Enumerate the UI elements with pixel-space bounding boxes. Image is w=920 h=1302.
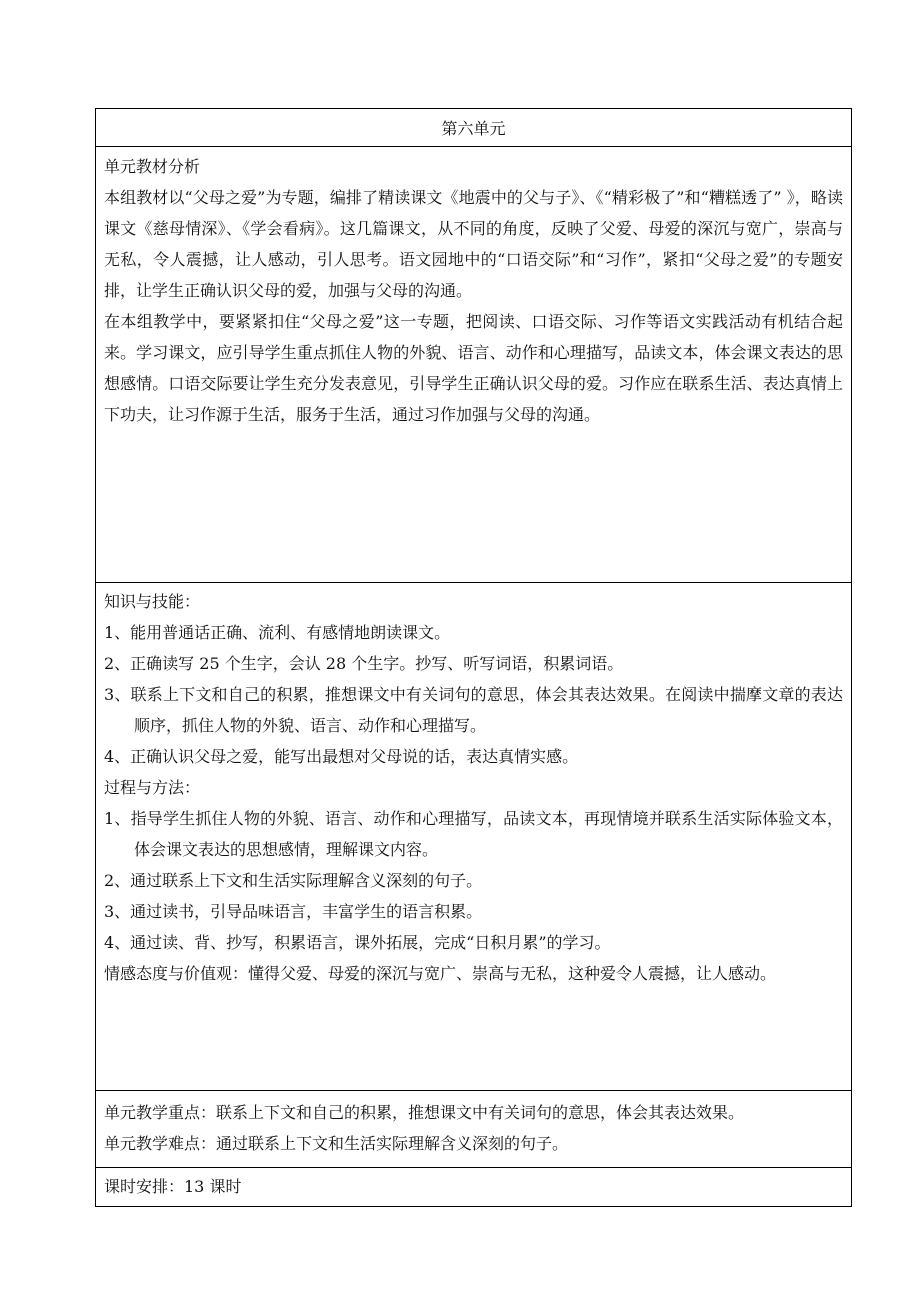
analysis-heading: 单元教材分析 <box>104 157 201 176</box>
knowledge-item-3: 3、联系上下文和自己的积累，推想课文中有关词句的意思，体会其表达效果。在阅读中揣摩文章的表达顺序，抓住人物的外貌、语言、动作和心理描写。 <box>104 685 843 735</box>
knowledge-item-2: 2、正确读写 25 个生字，会认 28 个生字。抄写、听写词语，积累词语。 <box>104 654 624 673</box>
schedule-cell <box>96 1167 851 1206</box>
analysis-cell <box>96 146 851 582</box>
analysis-paragraph-1: 本组教材以“父母之爱”为专题，编排了精读课文《地震中的父与子》、《“精彩极了”和“糟糕透了” 》，略读课文《慈母情深》、《学会看病》。这几篇课文，从不同的角度，反映了父爱、母爱的深沉与宽广，崇高与无私，令人震撼，让人感动，引人思考。语文园地中的“口语交际”和“习作”，紧扣“父母之爱”的专题安排，让学生正确认识父母的爱，加强与父母的沟通。 <box>104 188 843 300</box>
teaching-difficulty: 单元教学难点：通过联系上下文和生活实际理解含义深刻的句子。 <box>104 1134 569 1153</box>
key-points-cell <box>96 1090 851 1167</box>
process-item-4: 4、通过读、背、抄写，积累语言，课外拓展，完成“日积月累”的学习。 <box>104 933 611 952</box>
knowledge-item-4: 4、正确认识父母之爱，能写出最想对父母说的话，表达真情实感。 <box>104 747 579 766</box>
process-item-3: 3、通过读书，引导品味语言，丰富学生的语言积累。 <box>104 902 483 921</box>
emotion-objective: 情感态度与价值观：懂得父爱、母爱的深沉与宽广、崇高与无私，这种爱令人震撼，让人感动。 <box>104 964 777 983</box>
unit-title: 第六单元 <box>441 119 506 138</box>
process-heading: 过程与方法： <box>104 778 201 797</box>
analysis-paragraph-2: 在本组教学中，要紧紧扣住“父母之爱”这一专题，把阅读、口语交际、习作等语文实践活动有机结合起来。学习课文，应引导学生重点抓住人物的外貌、语言、动作和心理描写，品读文本，体会课文表达的思想感情。口语交际要让学生充分发表意见，引导学生正确认识父母的爱。习作应在联系生活、表达真情上下功夫，让习作源于生活，服务于生活，通过习作加强与父母的沟通。 <box>104 312 843 424</box>
lesson-plan-table <box>95 108 852 1207</box>
process-item-1: 1、指导学生抓住人物的外貌、语言、动作和心理描写，品读文本，再现情境并联系生活实际体验文本，体会课文表达的思想感情，理解课文内容。 <box>104 809 843 859</box>
teaching-focus: 单元教学重点：联系上下文和自己的积累，推想课文中有关词句的意思，体会其表达效果。 <box>104 1103 745 1122</box>
process-item-2: 2、通过联系上下文和生活实际理解含义深刻的句子。 <box>104 871 483 890</box>
class-hours: 课时安排：13 课时 <box>104 1177 242 1196</box>
knowledge-heading: 知识与技能： <box>104 592 201 611</box>
knowledge-item-1: 1、能用普通话正确、流利、有感情地朗读课文。 <box>104 623 451 642</box>
objectives-cell <box>96 582 851 1090</box>
unit-title-cell <box>96 109 851 146</box>
